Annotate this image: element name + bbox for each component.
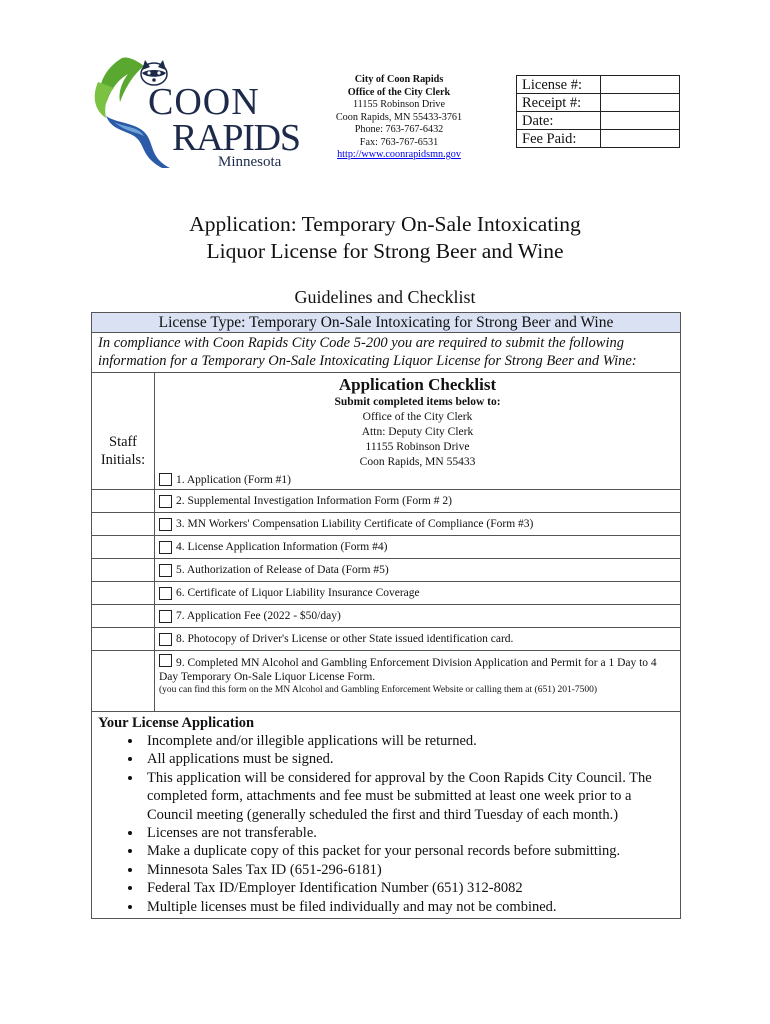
checklist-item-note: (you can find this form on the MN Alcohol and Gambling Enforcement Website or calling them at (651) 201-7500) [159, 685, 598, 695]
checklist-form [91, 312, 681, 919]
checklist-item [92, 581, 680, 604]
staff-initials-cell[interactable] [92, 490, 155, 512]
office-phone: Phone: 763-767-6432 [354, 124, 444, 135]
checklist-item-label: 7. Application Fee (2022 - $50/day) [176, 610, 341, 622]
fee-paid-field[interactable] [601, 130, 680, 148]
staff-label-line-1: Staff [109, 434, 137, 450]
page-title [0, 211, 770, 265]
checklist-item-label: 9. Completed MN Alcohol and Gambling Enforcement Division Application and Permit for a 1 Day to 4 Day Temporary On-Sale Liquor License Form. [159, 657, 657, 683]
checklist-item [92, 512, 680, 535]
staff-initials-cell[interactable] [92, 513, 155, 535]
office-website-link[interactable]: http://www.coonrapidsmn.gov [337, 149, 461, 160]
checklist-checkbox[interactable] [159, 654, 172, 667]
staff-label-line-2: Initials: [100, 452, 146, 468]
your-license-application [92, 711, 680, 918]
list-item: • All applications must be signed. [143, 750, 674, 768]
staff-initials-cell[interactable] [92, 559, 155, 581]
checklist-item [92, 627, 680, 650]
list-item: • Licenses are not transferable. [143, 824, 674, 842]
checklist-checkbox[interactable] [159, 564, 172, 577]
checklist-item-label: 3. MN Workers' Compensation Liability Certificate of Compliance (Form #3) [176, 518, 534, 530]
receipt-number-label: Receipt #: [517, 94, 601, 112]
application-checklist [92, 373, 680, 490]
staff-initials-column [92, 373, 155, 489]
staff-initials-cell[interactable] [92, 628, 155, 650]
checklist-item-label: 5. Authorization of Release of Data (Form #5) [176, 564, 389, 576]
checklist-item-label: 4. License Application Information (Form #4) [176, 541, 388, 553]
license-number-label: License #: [517, 76, 601, 94]
receipt-number-field[interactable] [601, 94, 680, 112]
submit-address-line-1: Office of the City Clerk [362, 411, 473, 423]
list-item: • Minnesota Sales Tax ID (651-296-6181) [143, 861, 674, 879]
submit-address-line-4: Coon Rapids, MN 55433 [359, 456, 476, 468]
office-fax: Fax: 763-767-6531 [359, 136, 439, 148]
page-subtitle: Guidelines and Checklist [294, 287, 476, 307]
checklist-item [155, 470, 680, 489]
your-application-heading: Your License Application [98, 715, 255, 731]
staff-initials-cell[interactable] [92, 582, 155, 604]
application-rules-list [98, 732, 674, 916]
page-title-line-1: Application: Temporary On-Sale Intoxicating [189, 212, 581, 236]
staff-initials-cell[interactable] [92, 651, 155, 711]
license-type-bar: License Type: Temporary On-Sale Intoxicating for Strong Beer and Wine [92, 313, 680, 333]
fee-paid-label: Fee Paid: [517, 130, 601, 148]
checklist-title: Application Checklist [338, 375, 497, 394]
checklist-checkbox[interactable] [159, 587, 172, 600]
list-item: • Federal Tax ID/Employer Identification Number (651) 312-8082 [143, 879, 674, 897]
logo-text-rapids: RAPIDS [172, 117, 302, 159]
checklist-item [92, 650, 680, 711]
office-city: Coon Rapids, MN 55433-3761 [335, 111, 463, 123]
logo-river-shape [106, 116, 170, 168]
office-dept: Office of the City Clerk [347, 86, 451, 98]
list-item: • Multiple licenses must be filed individually and may not be combined. [143, 898, 674, 916]
office-street: 11155 Robinson Drive [352, 99, 446, 110]
checklist-checkbox[interactable] [159, 495, 172, 508]
staff-initials-cell[interactable] [92, 605, 155, 627]
date-field[interactable] [601, 112, 680, 130]
checklist-item [92, 535, 680, 558]
checklist-checkbox[interactable] [159, 610, 172, 623]
checklist-item-label: 2. Supplemental Investigation Information Form (Form # 2) [176, 495, 452, 507]
checklist-checkbox[interactable] [159, 518, 172, 531]
office-address-block [318, 74, 480, 162]
staff-initials-cell[interactable] [92, 536, 155, 558]
logo-leaf-shape-2 [95, 82, 114, 118]
license-number-field[interactable] [601, 76, 680, 94]
logo-text-minnesota: Minnesota [218, 154, 282, 170]
checklist-submit-to: Submit completed items below to: [334, 396, 501, 408]
list-item: • Incomplete and/or illegible applications will be returned. [143, 732, 674, 750]
checklist-item [92, 490, 680, 512]
staff-initials-label [92, 433, 154, 469]
submit-address-line-2: Attn: Deputy City Clerk [361, 426, 474, 438]
logo-leaf-shape [100, 57, 144, 110]
city-logo [92, 52, 307, 170]
checklist-item-label: 8. Photocopy of Driver's License or other State issued identification card. [176, 633, 514, 645]
checklist-item-label: 1. Application (Form #1) [176, 473, 291, 486]
checklist-checkbox[interactable] [159, 541, 172, 554]
list-item: • Make a duplicate copy of this packet for your personal records before submitting. [143, 842, 674, 860]
logo-text-coon: COON [148, 81, 260, 123]
checklist-checkbox[interactable] [159, 633, 172, 646]
date-label: Date: [517, 112, 601, 130]
office-use-box [516, 75, 680, 148]
checklist-item-label: 6. Certificate of Liquor Liability Insurance Coverage [176, 587, 420, 599]
checklist-item [92, 558, 680, 581]
page-title-line-2: Liquor License for Strong Beer and Wine [206, 239, 564, 263]
submit-address-line-3: 11155 Robinson Drive [365, 441, 470, 453]
checklist-checkbox[interactable] [159, 473, 172, 486]
checklist-header [155, 373, 680, 470]
checklist-content [155, 373, 680, 489]
compliance-text: In compliance with Coon Rapids City Code 5-200 you are required to submit the following information for a Temporary On-Sale Intoxicating Liquor License for Strong Beer and Wine: [92, 333, 680, 373]
checklist-item [92, 604, 680, 627]
office-city-name: City of Coon Rapids [354, 74, 444, 85]
list-item: • This application will be considered for approval by the Coon Rapids City Council. The completed form, attachments and fee must be submitted at least one week prior to a Council meeting (generally scheduled the first and third Tuesday of each month.) [143, 769, 674, 824]
